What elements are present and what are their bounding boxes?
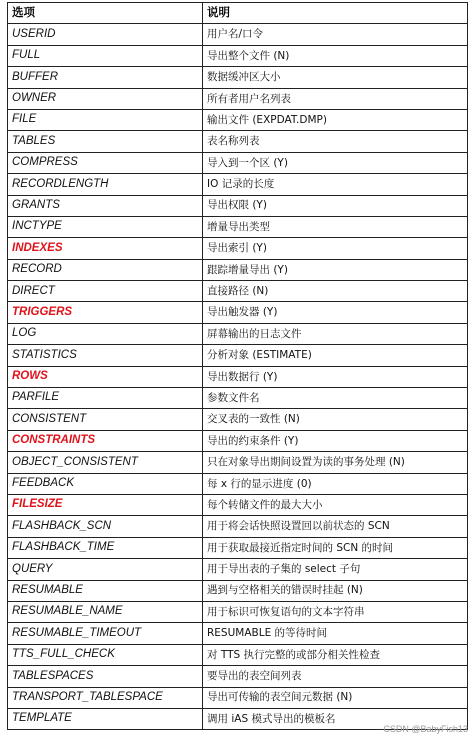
table-header-row [8,3,468,24]
description-cell: 直接路径 (N) [203,281,468,302]
table-row [8,601,468,622]
description-cell: 每 x 行的显示进度 (0) [203,473,468,494]
table-row [8,67,468,88]
description-cell: 用于获取最接近指定时间的 SCN 的时间 [203,537,468,558]
table-row [8,345,468,366]
description-cell: 屏幕输出的日志文件 [203,323,468,344]
table-row [8,109,468,130]
table-row [8,216,468,237]
table-row [8,409,468,430]
table-row [8,259,468,280]
option-cell: TEMPLATE [8,708,203,729]
description-cell: 分析对象 (ESTIMATE) [203,345,468,366]
table-row [8,644,468,665]
table-row [8,281,468,302]
option-cell: TRANSPORT_TABLESPACE [8,687,203,708]
description-cell: RESUMABLE 的等待时间 [203,623,468,644]
option-cell: FLASHBACK_TIME [8,537,203,558]
table-row [8,24,468,45]
description-cell: 所有者用户名列表 [203,88,468,109]
description-cell: 数据缓冲区大小 [203,67,468,88]
description-cell: 导出触发器 (Y) [203,302,468,323]
table-body [8,24,468,730]
description-cell: IO 记录的长度 [203,174,468,195]
table-row [8,666,468,687]
option-cell: FLASHBACK_SCN [8,516,203,537]
description-cell: 调用 iAS 模式导出的模板名 [203,708,468,729]
table-row [8,174,468,195]
table-row [8,366,468,387]
option-cell: FILE [8,109,203,130]
option-cell: CONSISTENT [8,409,203,430]
table-row [8,152,468,173]
table-row [8,430,468,451]
table-row [8,452,468,473]
header-option: 选项 [8,3,203,24]
option-cell: OBJECT_CONSISTENT [8,452,203,473]
watermark: CSDN @BabyFish13 [383,724,468,734]
table-row [8,516,468,537]
option-cell: STATISTICS [8,345,203,366]
option-cell: FEEDBACK [8,473,203,494]
description-cell: 对 TTS 执行完整的或部分相关性检查 [203,644,468,665]
option-cell: PARFILE [8,388,203,409]
option-cell: QUERY [8,559,203,580]
table-row [8,687,468,708]
description-cell: 导出数据行 (Y) [203,366,468,387]
option-cell: ROWS [8,366,203,387]
table-row [8,45,468,66]
table-row [8,623,468,644]
export-options-table [7,2,468,730]
option-cell: FILESIZE [8,494,203,515]
table-row [8,580,468,601]
table-row [8,88,468,109]
table-row [8,559,468,580]
description-cell: 交叉表的一致性 (N) [203,409,468,430]
description-cell: 导入到一个区 (Y) [203,152,468,173]
description-cell: 导出的约束条件 (Y) [203,430,468,451]
option-cell: TABLESPACES [8,666,203,687]
option-cell: DIRECT [8,281,203,302]
description-cell: 只在对象导出期间设置为读的事务处理 (N) [203,452,468,473]
option-cell: USERID [8,24,203,45]
table-row [8,238,468,259]
table-row [8,131,468,152]
table-row [8,323,468,344]
description-cell: 导出整个文件 (N) [203,45,468,66]
description-cell: 跟踪增量导出 (Y) [203,259,468,280]
option-cell: INCTYPE [8,216,203,237]
table-row [8,537,468,558]
option-cell: COMPRESS [8,152,203,173]
description-cell: 用于将会话快照设置回以前状态的 SCN [203,516,468,537]
description-cell: 用于标识可恢复语句的文本字符串 [203,601,468,622]
table-row [8,195,468,216]
description-cell: 导出可传输的表空间元数据 (N) [203,687,468,708]
option-cell: OWNER [8,88,203,109]
option-cell: TTS_FULL_CHECK [8,644,203,665]
description-cell: 遇到与空格相关的错误时挂起 (N) [203,580,468,601]
table-row [8,302,468,323]
option-cell: INDEXES [8,238,203,259]
description-cell: 用户名/口令 [203,24,468,45]
option-cell: BUFFER [8,67,203,88]
description-cell: 参数文件名 [203,388,468,409]
option-cell: GRANTS [8,195,203,216]
option-cell: RESUMABLE_TIMEOUT [8,623,203,644]
description-cell: 要导出的表空间列表 [203,666,468,687]
description-cell: 表名称列表 [203,131,468,152]
option-cell: FULL [8,45,203,66]
description-cell: 导出索引 (Y) [203,238,468,259]
option-cell: RESUMABLE [8,580,203,601]
option-cell: RESUMABLE_NAME [8,601,203,622]
table-row [8,473,468,494]
description-cell: 增量导出类型 [203,216,468,237]
option-cell: LOG [8,323,203,344]
option-cell: RECORD [8,259,203,280]
option-cell: CONSTRAINTS [8,430,203,451]
description-cell: 用于导出表的子集的 select 子句 [203,559,468,580]
option-cell: RECORDLENGTH [8,174,203,195]
description-cell: 导出权限 (Y) [203,195,468,216]
description-cell: 输出文件 (EXPDAT.DMP) [203,109,468,130]
table-row [8,494,468,515]
description-cell: 每个转储文件的最大大小 [203,494,468,515]
header-description: 说明 [203,3,468,24]
option-cell: TRIGGERS [8,302,203,323]
table-row [8,388,468,409]
option-cell: TABLES [8,131,203,152]
